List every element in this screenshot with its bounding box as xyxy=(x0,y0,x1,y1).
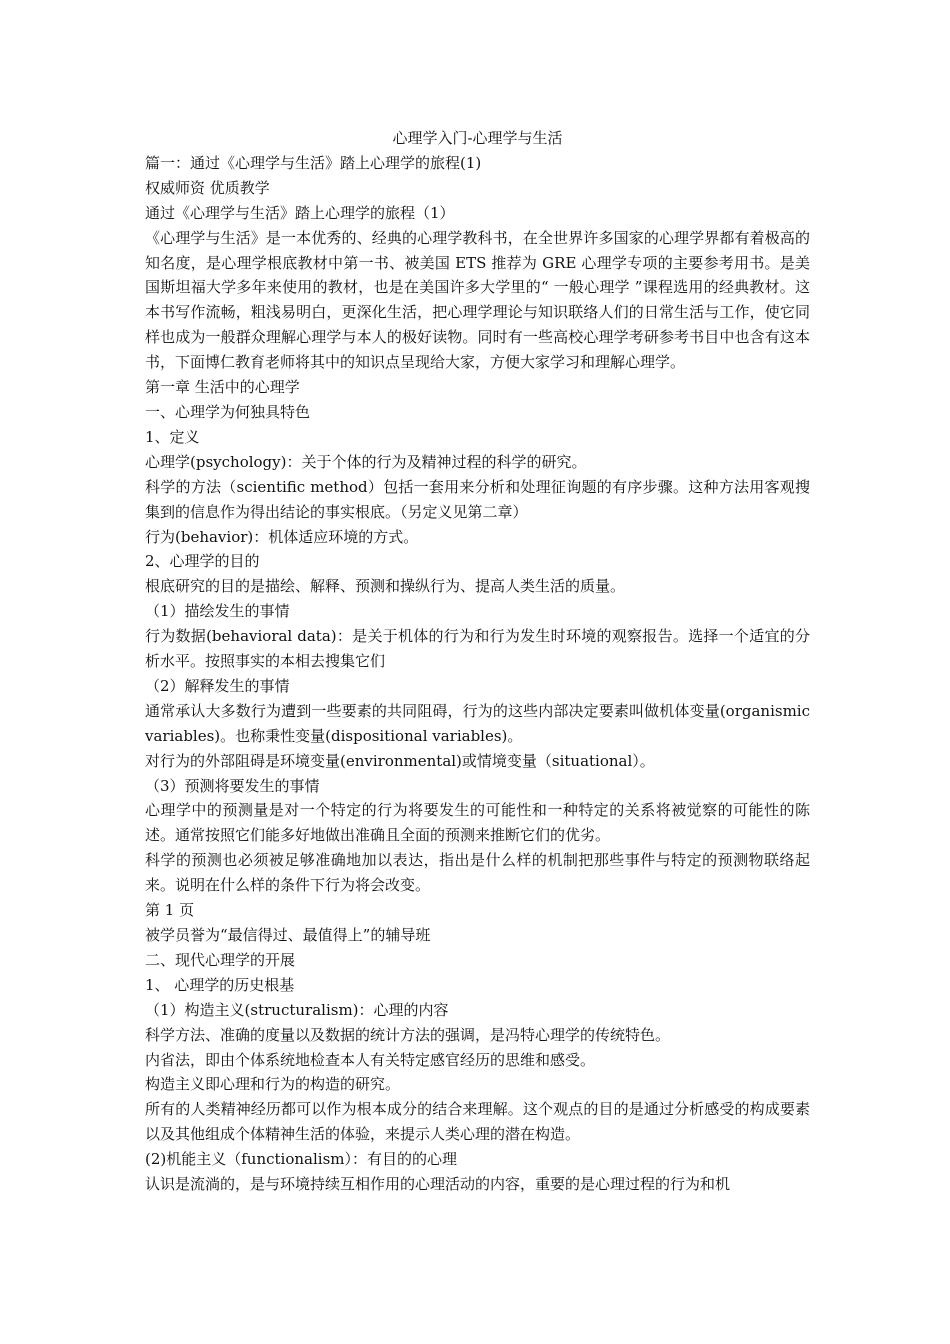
definition-text: 行为(behavior)：机体适应环境的方式。 xyxy=(145,527,419,546)
item-heading: (2)机能主义（functionalism）：有目的的心理 xyxy=(145,1150,457,1169)
chapter-heading: 第一章 生活中的心理学 xyxy=(145,378,300,397)
body-paragraph: 通常承认大多数行为遭到一些要素的共同阻碍，行为的这些内部决定要素叫做机体变量(organismic variables)。也称秉性变量(dispositional variables)。 xyxy=(145,701,810,745)
definition-paragraph: 科学的方法（scientific method）包括一套用来分析和处理征询题的有序步骤。这种方法用客观搜集到的信息作为得出结论的事实根底。（另定义见第二章） xyxy=(145,477,810,521)
body-paragraph: 科学的预测也必须被足够准确地加以表达，指出是什么样的机制把那些事件与特定的预测物联络起来。说明在什么样的条件下行为将会改变。 xyxy=(145,851,810,895)
body-paragraph: 心理学中的预测量是对一个特定的行为将要发生的可能性和一种特定的关系将被觉察的可能性的陈述。通常按照它们能多好地做出准确且全面的预测来推断它们的优劣。 xyxy=(145,801,810,845)
section-heading: 一、心理学为何独具特色 xyxy=(145,402,311,421)
item-heading: （1）描绘发生的事情 xyxy=(145,602,290,621)
item-heading: （3）预测将要发生的事情 xyxy=(145,776,320,795)
body-text: 构造主义即心理和行为的构造的研究。 xyxy=(145,1075,401,1094)
item-heading: （2）解释发生的事情 xyxy=(145,676,290,695)
intro-paragraph: 《心理学与生活》是一本优秀的、经典的心理学教科书，在全世界许多国家的心理学界都有着极高的知名度，是心理学根底教材中第一书、被美国 ETS 推荐为 GRE 心理学专项的主要参考用书。是美国斯坦福大学多年来使用的教材，也是在美国许多大学里的“ 一般心理学 ”课程选用的经典教材。这本书写作流畅，粗浅易明白，更深化生活，把心理学理论与知识联络人们的日常生活与工作，使它同样也成为一般群众理解心理学与本人的极好读物。同时有一些高校心理学考研参考书目中也含有这本书，下面博仁教育老师将其中的知识点呈现给大家，方便大家学习和理解心理学。 xyxy=(145,228,810,372)
body-text: 对行为的外部阻碍是环境变量(environmental)或情境变量（situational）。 xyxy=(145,751,655,770)
slogan-text: 被学员誉为“最信得过、最值得上”的辅导班 xyxy=(145,926,431,944)
slogan-text: 权威师资 优质教学 xyxy=(145,178,270,197)
body-paragraph: 所有的人类精神经历都可以作为根本成分的结合来理解。这个观点的目的是通过分析感受的构成要素以及其他组成个体精神生活的体验，来提示人类心理的潜在构造。 xyxy=(145,1100,810,1144)
section-heading: 二、现代心理学的开展 xyxy=(145,950,296,969)
page-number: 第 1 页 xyxy=(145,901,195,920)
subsection-heading: 1、 心理学的历史根基 xyxy=(145,975,295,994)
body-text: 科学方法、准确的度量以及数据的统计方法的强调，是冯特心理学的传统特色。 xyxy=(145,1025,671,1044)
subsection-heading: 2、心理学的目的 xyxy=(145,552,260,571)
definition-text: 心理学(psychology)：关于个体的行为及精神过程的科学的研究。 xyxy=(145,452,587,471)
body-text: 根底研究的目的是描绘、解释、预测和操纵行为、提高人类生活的质量。 xyxy=(145,577,626,596)
sub-heading: 通过《心理学与生活》踏上心理学的旅程（1） xyxy=(145,203,455,222)
document-title: 心理学入门-心理学与生活 xyxy=(392,129,563,147)
body-text: 内省法，即由个体系统地检查本人有关特定感官经历的思维和感受。 xyxy=(145,1050,596,1069)
item-heading: （1）构造主义(structuralism)：心理的内容 xyxy=(145,1000,449,1019)
document-body xyxy=(145,126,810,1197)
body-text: 认识是流淌的，是与环境持续互相作用的心理活动的内容，重要的是心理过程的行为和机 xyxy=(145,1175,731,1194)
body-paragraph: 行为数据(behavioral data)：是关于机体的行为和行为发生时环境的观察报告。选择一个适宜的分析水平。按照事实的本相去搜集它们 xyxy=(145,627,810,671)
subsection-heading: 1、定义 xyxy=(145,427,200,446)
section-heading: 篇一：通过《心理学与生活》踏上心理学的旅程(1) xyxy=(145,153,482,172)
